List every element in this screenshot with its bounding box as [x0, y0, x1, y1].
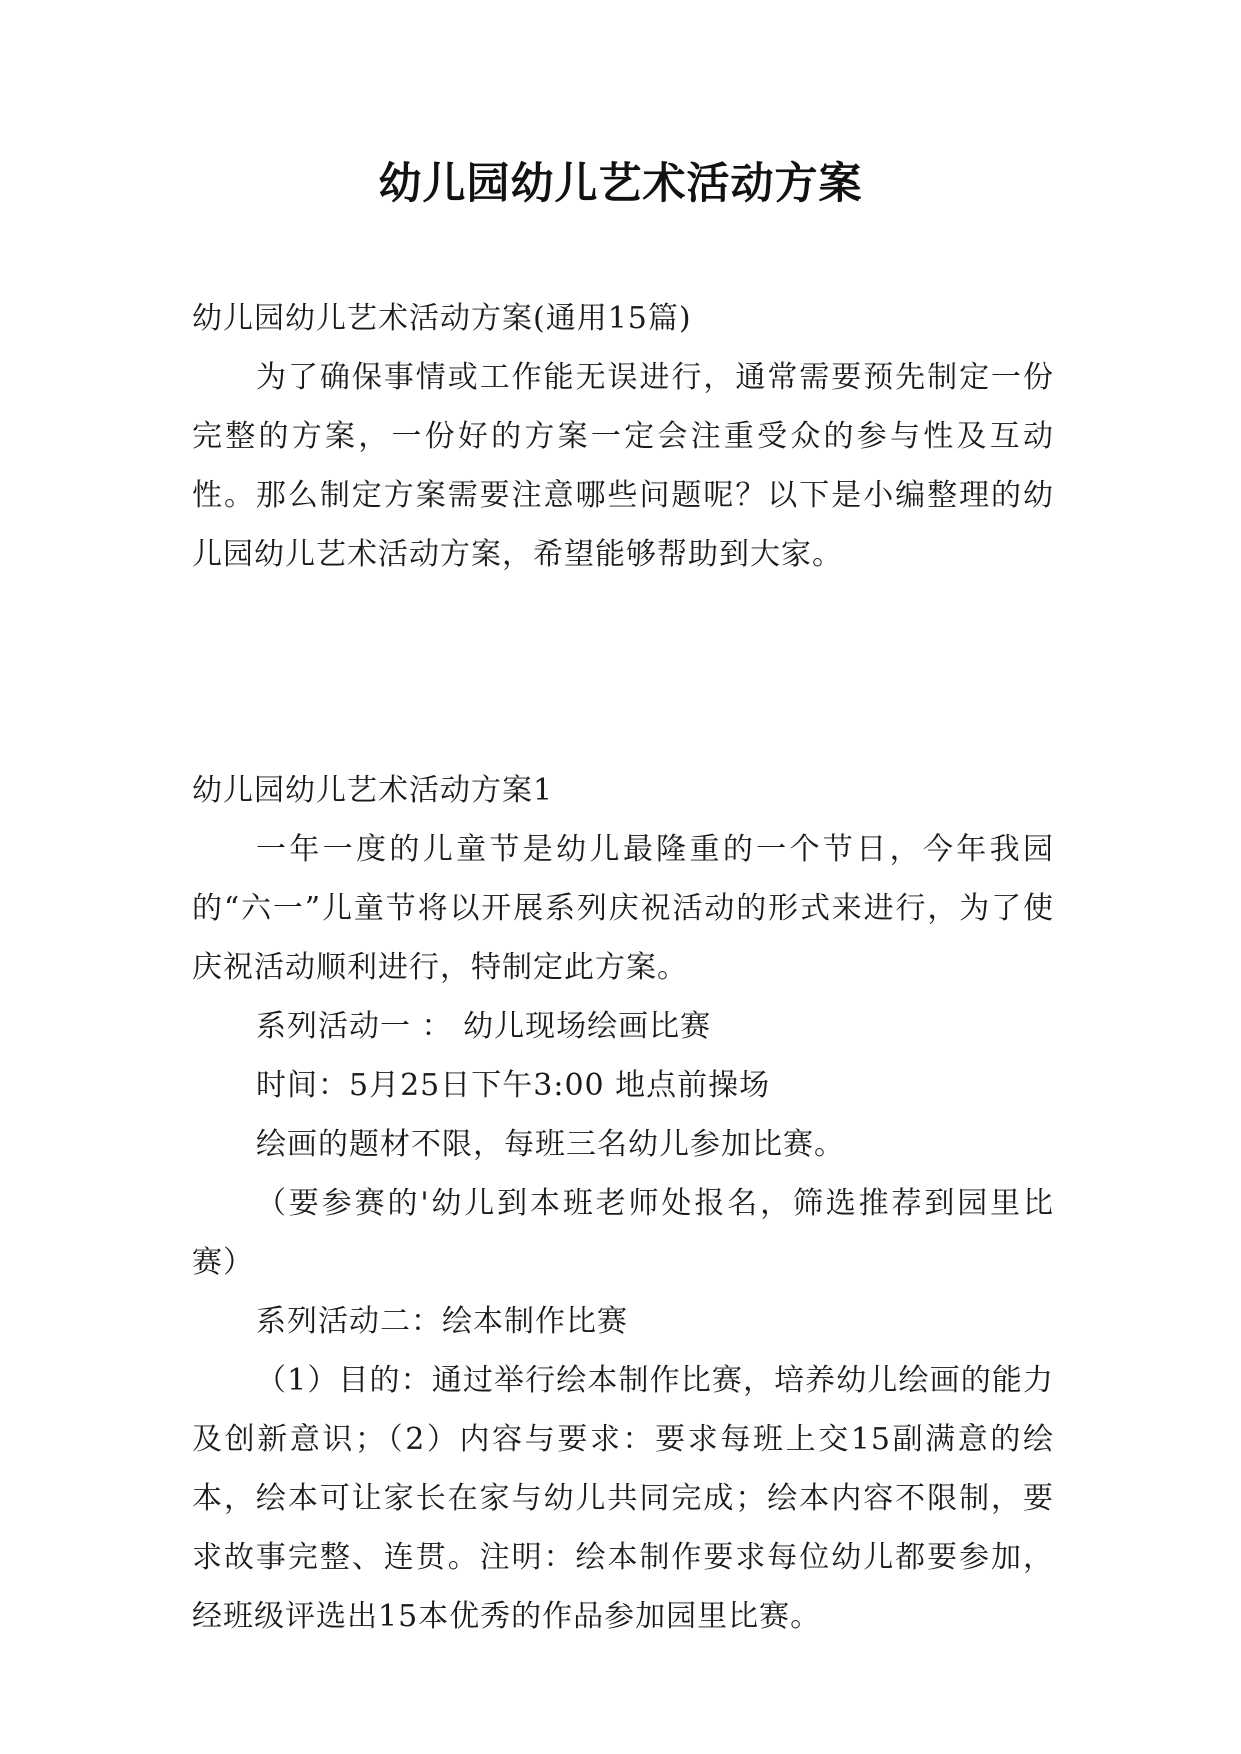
paragraph-6: 系列活动二：绘本制作比赛: [256, 1304, 628, 1339]
document-subtitle: 幼儿园幼儿艺术活动方案(通用15篇): [192, 301, 692, 336]
section-heading: 幼儿园幼儿艺术活动方案1: [192, 773, 554, 808]
document-title: 幼儿园幼儿艺术活动方案: [378, 159, 863, 209]
paragraph-1: 一年一度的儿童节是幼儿最隆重的一个节日，今年我园的“六一”儿童节将以开展系列庆祝活动的形式来进行，为了使庆祝活动顺利进行，特制定此方案。: [192, 832, 1054, 985]
intro-paragraph: 为了确保事情或工作能无误进行，通常需要预先制定一份完整的方案，一份好的方案一定会注重受众的参与性及互动性。那么制定方案需要注意哪些问题呢？以下是小编整理的幼儿园幼儿艺术活动方案，希望能够帮助到大家。: [192, 360, 1054, 572]
document-body: [192, 289, 1054, 1646]
paragraph-4: 绘画的题材不限，每班三名幼儿参加比赛。: [256, 1127, 845, 1162]
paragraph-5: （要参赛的'幼儿到本班老师处报名，筛选推荐到园里比赛）: [192, 1186, 1054, 1280]
section-spacer: [192, 584, 1054, 761]
paragraph-2: 系列活动一 ： 幼儿现场绘画比赛: [256, 1009, 712, 1044]
paragraph-3: 时间：5月25日下午3:00 地点前操场: [256, 1068, 771, 1103]
paragraph-7: （1）目的：通过举行绘本制作比赛，培养幼儿绘画的能力及创新意识；（2）内容与要求：要求每班上交15副满意的绘本，绘本可让家长在家与幼儿共同完成；绘本内容不限制，要求故事完整、连贯。注明：绘本制作要求每位幼儿都要参加，经班级评选出15本优秀的作品参加园里比赛。: [192, 1363, 1054, 1634]
